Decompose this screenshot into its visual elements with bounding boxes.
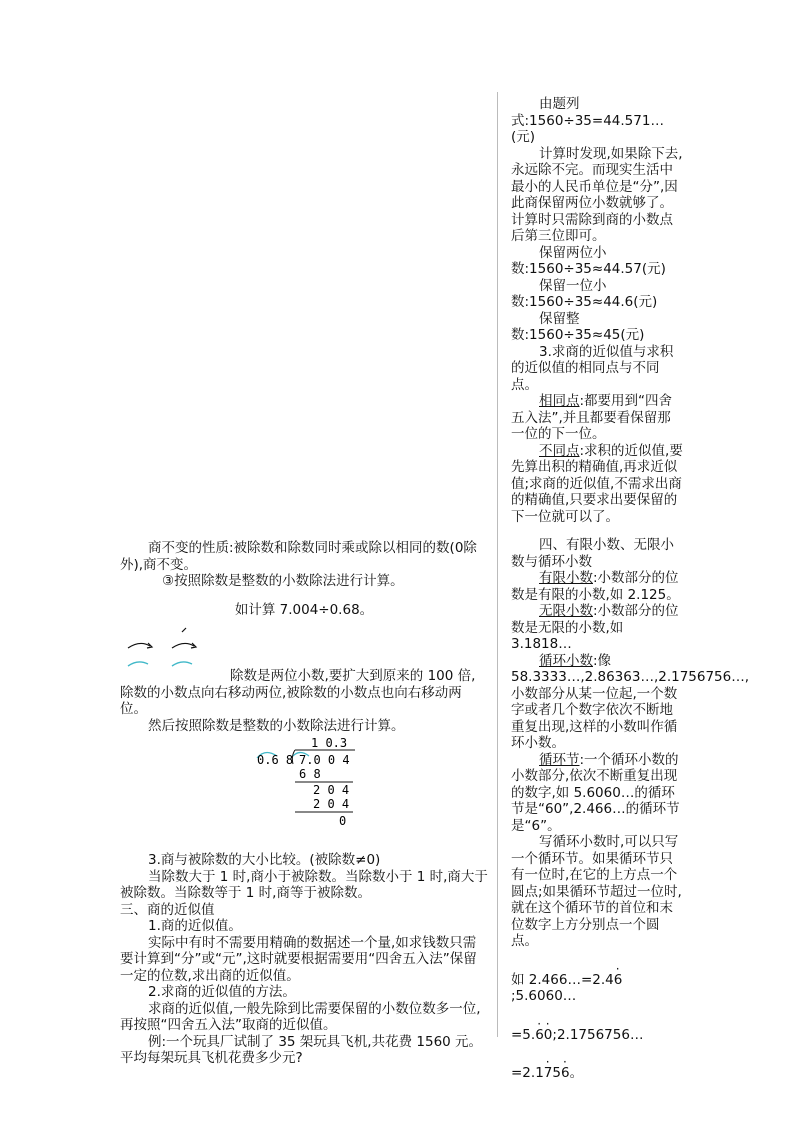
section-approx-heading: 三、商的近似值 [120,901,215,918]
decimal-move-arrows [122,626,232,672]
compare-heading: 3.商与被除数的大小比较。(被除数≠0) [148,852,381,868]
repetend-text: 循环节:一个循环小数的小数部分,依次不断重复出现的数字,如 5.6060…的循环节是“60”,2.466…的循环节是“6”。 [511,751,680,834]
integer-text: 保留整数:1560÷35≈45(元) [511,310,645,343]
division-divisor: 0.6 8 [257,753,294,767]
one-decimal-text: 保留一位小数:1560÷35≈44.6(元) [511,277,658,310]
repeating-decimal-text: 循环小数:像 58.3333…,2.86363…,2.1756756…,小数部分从某一位起,一个数字或者几个数字依次不断地重复出现,这样的小数叫作循环小数。 [511,652,750,751]
then-calc-text: 然后按照除数是整数的小数除法进行计算。 [148,717,405,734]
difference-text: 不同点:求积的近似值,要先算出积的精确值,再求近似值;求商的近似值,不需求出商的精确值,只要求出要保留的下一位就可以了。 [511,442,683,525]
finite-decimal-text: 有限小数:小数部分的位数是有限的小数,如 2.125。 [511,570,680,603]
right-column [511,96,750,1082]
difference-label: 不同点 [539,442,580,459]
similarity-text: 相同点:都要用到“四舍五入法”,并且都要看保留那一位的下一位。 [511,393,673,442]
writing-rule-text: 写循环小数时,可以只写一个循环节。如果循环节只有一位时,在它的上方点一个圆点;如果循环节超过一位时,就在这个循环节的首位和末位数字上方分别点一个圆点。 [511,834,682,949]
division-step-3: 2 0 4 [313,797,350,811]
compare-text: 当除数大于 1 时,商小于被除数。当除数小于 1 时,商大于被除数。当除数等于 1 时,商等于被除数。 [120,868,488,901]
column-divider [497,92,498,1037]
section-decimals-heading: 四、有限小数、无限小数与循环小数 [511,537,674,570]
division-quotient: 1 0.3 [311,736,348,750]
two-decimal-text: 保留两位小数:1560÷35≈44.57(元) [511,244,666,277]
repeating-example-1: 如 2.466…=2.4· 6;5.6060… [511,972,683,1005]
repeating-example-2: =5.· 6· 0;2.1756756… [511,1027,683,1044]
finite-decimal-label: 有限小数 [539,570,593,586]
approx-subheading-1: 1.商的近似值。 [148,918,242,934]
approx-text-2: 求商的近似值,一般先除到比需要保留的小数位数多一位,再按照“四舍五入法”取商的近似值。 [120,1000,481,1033]
move-decimal-text: 除数是两位小数,要扩大到原来的 100 倍,除数的小数点向右移动两位,被除数的小数点也向右移动两位。 [120,668,476,717]
step3-text: ③按照除数是整数的小数除法进行计算。 [162,573,404,589]
example-calc-text: 如计算 7.004÷0.68。 [234,601,374,618]
approx-subheading-2: 2.求商的近似值的方法。 [148,984,296,1000]
equation-text: 由题列式:1560÷35=44.571…(元) [511,96,664,145]
repeating-decimal-label: 循环小数 [539,652,593,669]
long-division-diagram [255,736,365,828]
quotient-property-text: 商不变的性质:被除数和除数同时乘或除以相同的数(0除外),商不变。 [120,540,477,573]
division-step-2: 2 0 4 [313,783,350,797]
repetend-label: 循环节 [539,751,580,768]
infinite-decimal-text: 无限小数:小数部分的位数是无限的小数,如 3.1818… [511,603,679,652]
division-dividend: 7.0 0 4 [299,753,350,767]
similarity-label: 相同点 [539,393,580,409]
approx-text-1: 实际中有时不需要用精确的数据述一个量,如求钱数只需要计算到“分”或“元”,这时就要根据需要用“四舍五入法”保留一定的位数,求出商的近似值。 [120,934,477,984]
division-step-1: 6 8 [299,767,321,781]
explanation-text: 计算时发现,如果除下去,永远除不完。而现实生活中最小的人民币单位是“分”,因此商保留两位小数就够了。计算时只需除到商的小数点后第三位即可。 [511,145,683,244]
infinite-decimal-label: 无限小数 [539,603,593,619]
compare-approx-heading: 3.求商的近似值与求积的近似值的相同点与不同点。 [511,343,674,393]
repeating-example-3: =2.1· 75· 6。 [511,1065,683,1082]
division-remainder: 0 [339,814,347,828]
example-problem-text: 例:一个玩具厂试制了 35 架玩具飞机,共花费 1560 元。平均每架玩具飞机花费多少元? [120,1033,483,1066]
